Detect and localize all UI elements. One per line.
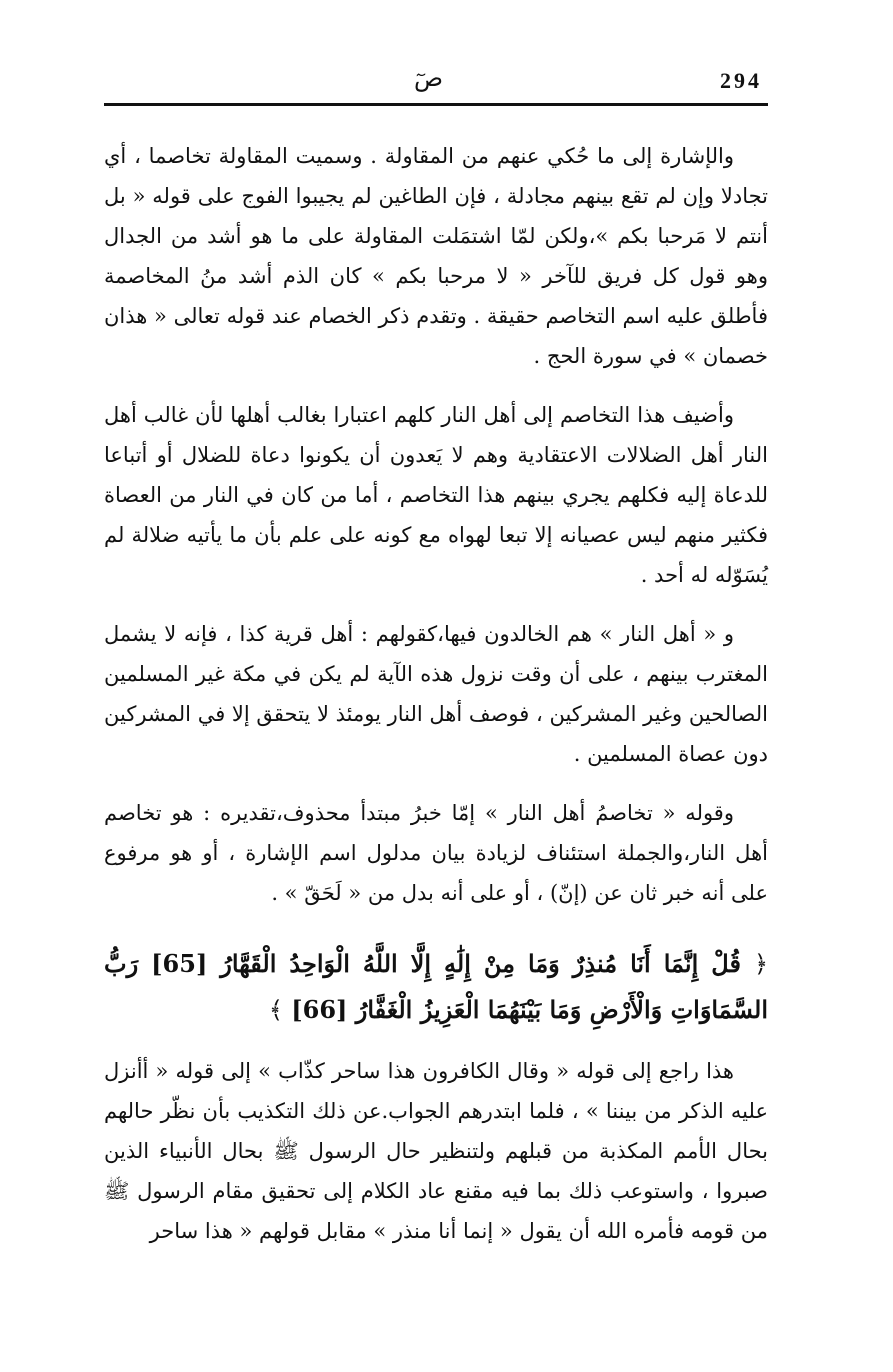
page-number: 294: [720, 68, 762, 93]
paragraph-4: وقوله « تخاصمُ أهل النار » إمّا خبرُ مبتدأ محذوف،تقديره : هو تخاصم أهل النار،والجملة استئناف لزيادة بيان مدلول اسم الإشارة ، أو هو مرفوع على أنه خبر ثان عن (إنّ) ، أو على أنه بدل من « لَحَقّ » .: [104, 801, 768, 905]
header-rule: [104, 103, 768, 106]
paragraph-3: و « أهل النار » هم الخالدون فيها،كقولهم : أهل قرية كذا ، فإنه لا يشمل المغترب بينهم ، على أن وقت نزول هذه الآية لم يكن في مكة غير المسلمين الصالحين وغير المشركين ، فوصف أهل النار يومئذ لا يتحقق إلا في المشركين دون عصاة المسلمين .: [104, 622, 768, 766]
quran-verse: [104, 941, 768, 1033]
commentary-paragraph: هذا راجع إلى قوله « وقال الكافرون هذا ساحر كذّاب » إلى قوله « أأنزل عليه الذكر من بيننا » ، فلما ابتدرهم الجواب.عن ذلك التكذيب بأن نظّر حالهم بحال الأمم المكذبة من قبلهم ولتنظير حال الرسول ﷺ بحال الأنبياء الذين صبروا ، واستوعب ذلك بما فيه مقنع عاد الكلام إلى تحقيق مقام الرسول ﷺ من قومه فأمره الله أن يقول « إنما أنا منذر » مقابل قولهم « هذا ساحر: [104, 1059, 768, 1243]
page-header: [104, 62, 768, 102]
verse-open-bracket: ﴿: [753, 950, 768, 978]
verse-close-bracket: ﴾: [268, 996, 283, 1024]
paragraph-2: وأضيف هذا التخاصم إلى أهل النار كلهم اعتبارا بغالب أهلها لأن غالب أهل النار أهل الضلالات الاعتقادية وهم لا يَعدون أن يكونوا دعاة للضلال أو أتباعا للدعاة إليه فكلهم يجري بينهم هذا التخاصم ، أما من كان في النار من العصاة فكثير منهم ليس عصيانه إلا تبعا لهواه مع كونه على علم بأن ما يأتيه ضلالة لم يُسَوّله له أحد .: [104, 403, 768, 587]
running-title: صٓ: [414, 64, 444, 92]
verse-text: قُلْ إِنَّمَا أَنَا مُنذِرٌ وَمَا مِنْ إِلَٰهٍ إِلَّا اللَّهُ الْوَاحِدُ الْقَهَّارُ [65] رَبُّ السَّمَاوَاتِ وَالْأَرْضِ وَمَا بَيْنَهُمَا الْعَزِيزُ الْغَفَّارُ [66]: [104, 949, 768, 1024]
page-body: [104, 136, 768, 1270]
paragraph-1: والإشارة إلى ما حُكي عنهم من المقاولة . وسميت المقاولة تخاصما ، أي تجادلا وإن لم تقع بينهم مجادلة ، فإن الطاغين لم يجيبوا الفوج على قوله « بل أنتم لا مَرحبا بكم »،ولكن لمّا اشتمَلت المقاولة على ما هو أشد من الجدال وهو قول كل فريق للآخر « لا مرحبا بكم » كان الذم أشد منُ المخاصمة فأطلق عليه اسم التخاصم حقيقة . وتقدم ذكر الخصام عند قوله تعالى « هذان خصمان » في سورة الحج .: [104, 144, 768, 368]
